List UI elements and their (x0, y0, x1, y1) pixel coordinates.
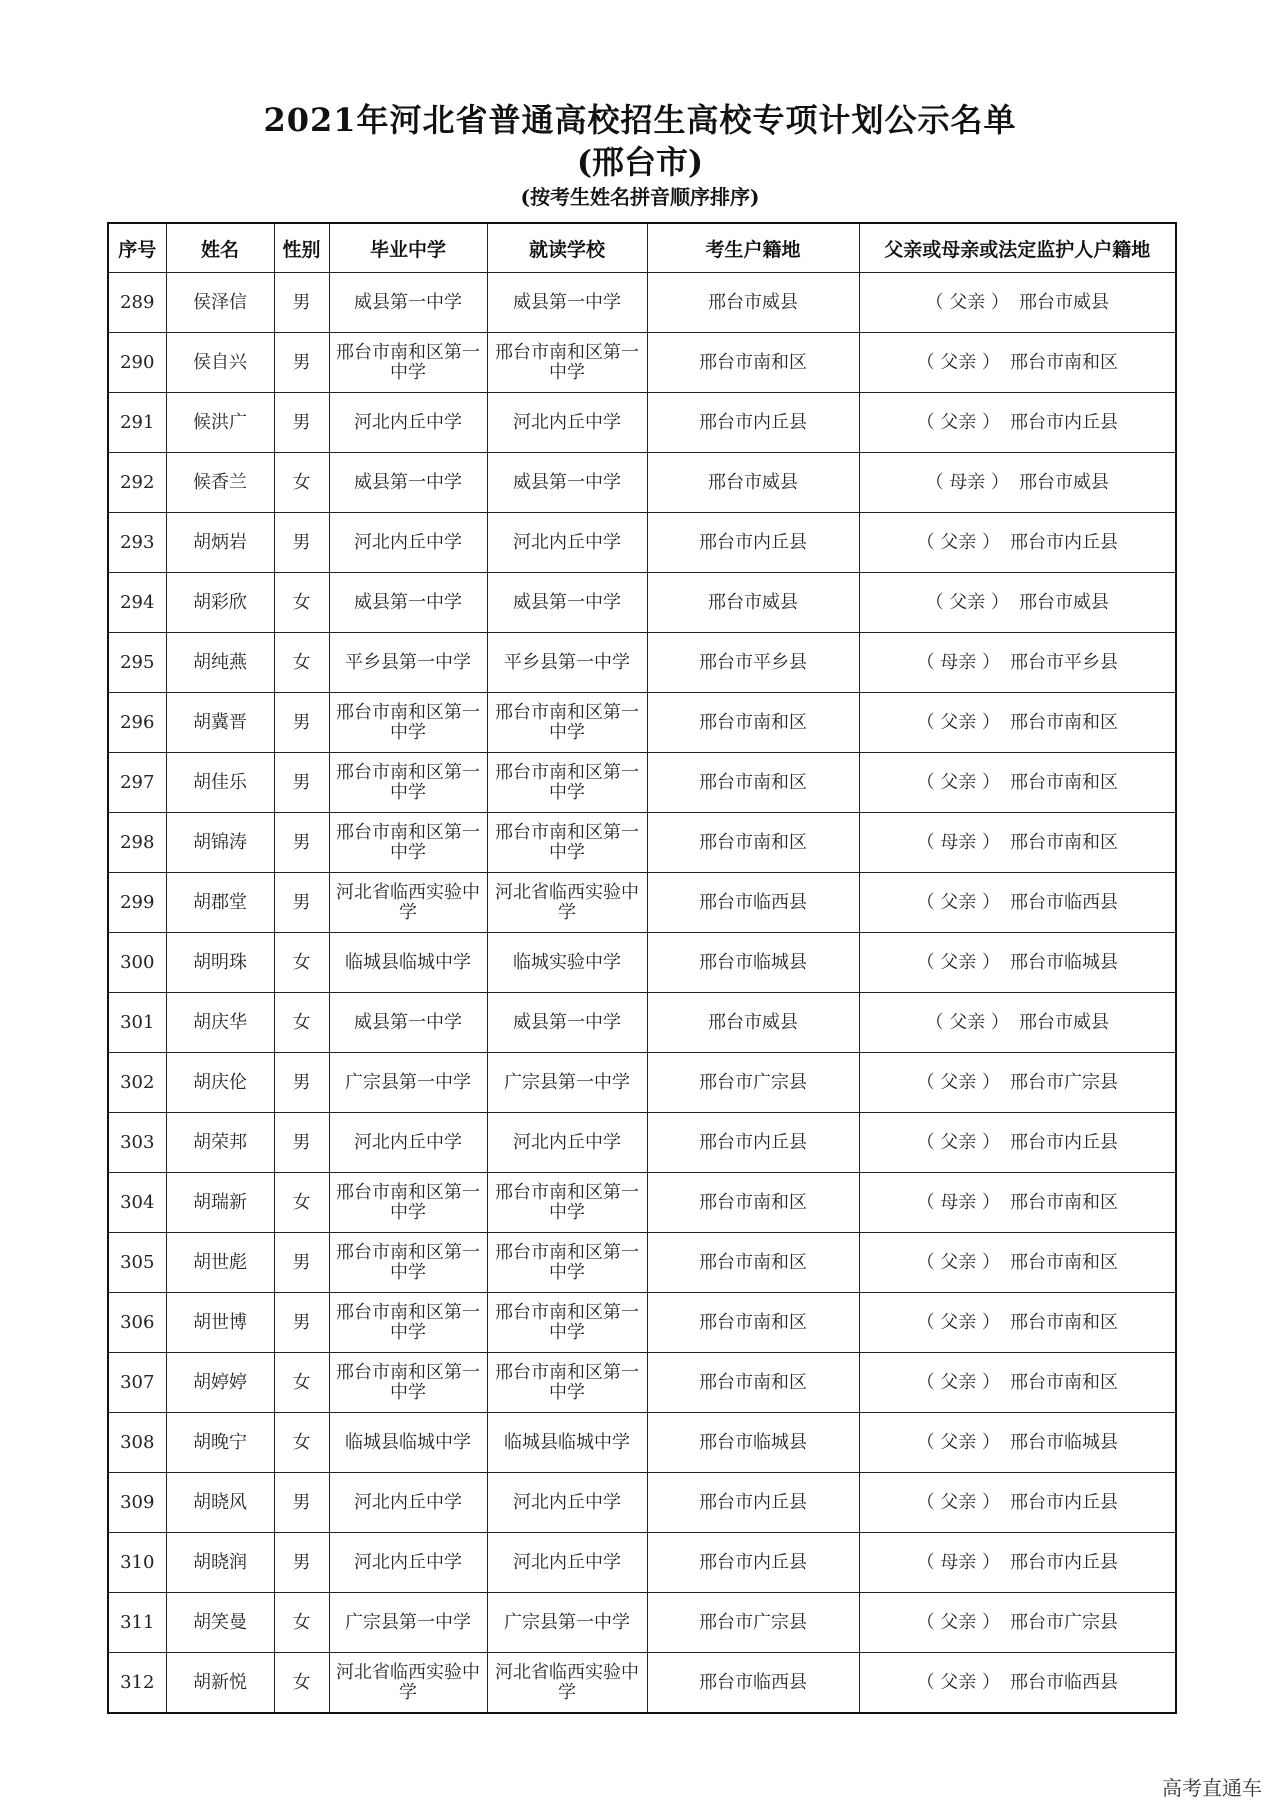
guardian-place: 邢台市临城县 (1009, 951, 1118, 973)
guardian-relation: （ 父亲 ） (916, 1251, 1000, 1273)
cell-gender: 男 (274, 1113, 329, 1173)
cell-gender: 女 (274, 1353, 329, 1413)
cell-index: 295 (108, 633, 166, 693)
guardian-relation: （ 父亲 ） (916, 1431, 1000, 1453)
table-row (108, 513, 1176, 573)
cell-guardian-residence (859, 453, 1176, 513)
cell-current-school: 河北内丘中学 (487, 1533, 647, 1593)
guardian-relation: （ 父亲 ） (916, 771, 1000, 793)
cell-index: 291 (108, 393, 166, 453)
cell-index: 298 (108, 813, 166, 873)
cell-student-residence: 邢台市威县 (647, 273, 859, 333)
cell-name: 胡晚宁 (166, 1413, 274, 1473)
cell-gender: 男 (274, 393, 329, 453)
cell-guardian-residence (859, 273, 1176, 333)
cell-guardian-residence (859, 933, 1176, 993)
cell-current-school: 河北内丘中学 (487, 1473, 647, 1533)
cell-graduation-school: 河北内丘中学 (329, 513, 487, 573)
cell-current-school: 邢台市南和区第一中学 (487, 813, 647, 873)
cell-index: 293 (108, 513, 166, 573)
cell-student-residence: 邢台市南和区 (647, 1353, 859, 1413)
cell-index: 290 (108, 333, 166, 393)
cell-current-school: 河北省临西实验中学 (487, 873, 647, 933)
guardian-relation: （ 母亲 ） (916, 1551, 1000, 1573)
cell-graduation-school: 邢台市南和区第一中学 (329, 1233, 487, 1293)
cell-name: 侯自兴 (166, 333, 274, 393)
cell-current-school: 河北内丘中学 (487, 393, 647, 453)
guardian-relation: （ 父亲 ） (916, 411, 1000, 433)
cell-graduation-school: 河北内丘中学 (329, 1473, 487, 1533)
cell-graduation-school: 平乡县第一中学 (329, 633, 487, 693)
column-header-name: 姓名 (166, 223, 274, 273)
cell-gender: 男 (274, 873, 329, 933)
cell-student-residence: 邢台市南和区 (647, 333, 859, 393)
cell-current-school: 威县第一中学 (487, 573, 647, 633)
cell-index: 303 (108, 1113, 166, 1173)
guardian-place: 邢台市平乡县 (1009, 651, 1118, 673)
cell-graduation-school: 河北内丘中学 (329, 393, 487, 453)
cell-name: 胡纯燕 (166, 633, 274, 693)
cell-name: 胡锦涛 (166, 813, 274, 873)
cell-student-residence: 邢台市内丘县 (647, 513, 859, 573)
cell-gender: 男 (274, 273, 329, 333)
cell-name: 胡笑曼 (166, 1593, 274, 1653)
cell-index: 292 (108, 453, 166, 513)
guardian-relation: （ 父亲 ） (916, 351, 1000, 373)
cell-student-residence: 邢台市威县 (647, 993, 859, 1053)
guardian-place: 邢台市南和区 (1009, 1191, 1118, 1213)
cell-current-school: 临城实验中学 (487, 933, 647, 993)
cell-name: 侯泽信 (166, 273, 274, 333)
cell-graduation-school: 邢台市南和区第一中学 (329, 1293, 487, 1353)
guardian-place: 邢台市威县 (1018, 471, 1109, 493)
column-header-gender: 性别 (274, 223, 329, 273)
cell-student-residence: 邢台市内丘县 (647, 1113, 859, 1173)
cell-graduation-school: 威县第一中学 (329, 993, 487, 1053)
guardian-place: 邢台市南和区 (1009, 351, 1118, 373)
cell-name: 胡晓风 (166, 1473, 274, 1533)
cell-student-residence: 邢台市内丘县 (647, 1473, 859, 1533)
table-row (108, 933, 1176, 993)
table-row (108, 1293, 1176, 1353)
table-row (108, 993, 1176, 1053)
cell-guardian-residence (859, 513, 1176, 573)
table-header-row (108, 223, 1176, 273)
cell-guardian-residence (859, 1233, 1176, 1293)
cell-gender: 男 (274, 753, 329, 813)
guardian-place: 邢台市临西县 (1009, 1671, 1118, 1693)
cell-gender: 男 (274, 813, 329, 873)
cell-guardian-residence (859, 693, 1176, 753)
column-header-current-school: 就读学校 (487, 223, 647, 273)
cell-student-residence: 邢台市临城县 (647, 1413, 859, 1473)
cell-gender: 男 (274, 1533, 329, 1593)
cell-student-residence: 邢台市威县 (647, 573, 859, 633)
cell-index: 304 (108, 1173, 166, 1233)
table-row (108, 813, 1176, 873)
cell-index: 305 (108, 1233, 166, 1293)
cell-name: 候香兰 (166, 453, 274, 513)
cell-guardian-residence (859, 813, 1176, 873)
guardian-relation: （ 父亲 ） (916, 1311, 1000, 1333)
cell-guardian-residence (859, 1533, 1176, 1593)
cell-guardian-residence (859, 1473, 1176, 1533)
guardian-place: 邢台市南和区 (1009, 1311, 1118, 1333)
table-row (108, 573, 1176, 633)
cell-name: 胡郡堂 (166, 873, 274, 933)
cell-graduation-school: 河北内丘中学 (329, 1113, 487, 1173)
cell-current-school: 河北内丘中学 (487, 1113, 647, 1173)
table-row (108, 1353, 1176, 1413)
cell-gender: 男 (274, 693, 329, 753)
cell-name: 胡庆华 (166, 993, 274, 1053)
guardian-relation: （ 父亲 ） (916, 891, 1000, 913)
cell-guardian-residence (859, 573, 1176, 633)
guardian-relation: （ 父亲 ） (916, 1071, 1000, 1093)
admission-table (107, 222, 1177, 1714)
cell-student-residence: 邢台市广宗县 (647, 1053, 859, 1113)
guardian-place: 邢台市威县 (1018, 1011, 1109, 1033)
column-header-guardian-residence: 父亲或母亲或法定监护人户籍地 (859, 223, 1176, 273)
cell-current-school: 广宗县第一中学 (487, 1593, 647, 1653)
cell-gender: 男 (274, 1293, 329, 1353)
cell-name: 胡彩欣 (166, 573, 274, 633)
cell-index: 307 (108, 1353, 166, 1413)
cell-guardian-residence (859, 1053, 1176, 1113)
table-row (108, 693, 1176, 753)
page-title: 2021年河北省普通高校招生高校专项计划公示名单 (263, 101, 1017, 139)
cell-index: 302 (108, 1053, 166, 1113)
cell-gender: 男 (274, 1233, 329, 1293)
column-header-index: 序号 (108, 223, 166, 273)
cell-gender: 女 (274, 453, 329, 513)
cell-student-residence: 邢台市临城县 (647, 933, 859, 993)
cell-student-residence: 邢台市威县 (647, 453, 859, 513)
cell-current-school: 临城县临城中学 (487, 1413, 647, 1473)
guardian-relation: （ 父亲 ） (916, 1371, 1000, 1393)
cell-current-school: 广宗县第一中学 (487, 1053, 647, 1113)
guardian-relation: （ 父亲 ） (925, 591, 1009, 613)
cell-graduation-school: 河北省临西实验中学 (329, 1653, 487, 1714)
guardian-place: 邢台市威县 (1018, 291, 1109, 313)
cell-graduation-school: 邢台市南和区第一中学 (329, 1353, 487, 1413)
cell-graduation-school: 威县第一中学 (329, 573, 487, 633)
cell-graduation-school: 邢台市南和区第一中学 (329, 813, 487, 873)
cell-student-residence: 邢台市临西县 (647, 1653, 859, 1714)
cell-guardian-residence (859, 993, 1176, 1053)
guardian-place: 邢台市南和区 (1009, 1371, 1118, 1393)
cell-name: 胡世彪 (166, 1233, 274, 1293)
cell-gender: 女 (274, 993, 329, 1053)
guardian-relation: （ 父亲 ） (916, 1671, 1000, 1693)
cell-name: 胡新悦 (166, 1653, 274, 1714)
cell-index: 297 (108, 753, 166, 813)
cell-name: 胡明珠 (166, 933, 274, 993)
table-row (108, 873, 1176, 933)
cell-index: 310 (108, 1533, 166, 1593)
cell-index: 309 (108, 1473, 166, 1533)
cell-guardian-residence (859, 1173, 1176, 1233)
cell-student-residence: 邢台市南和区 (647, 1173, 859, 1233)
guardian-place: 邢台市南和区 (1009, 1251, 1118, 1273)
table-row (108, 333, 1176, 393)
cell-index: 289 (108, 273, 166, 333)
watermark: 高考直通车 (1162, 1776, 1262, 1800)
guardian-relation: （ 母亲 ） (916, 831, 1000, 853)
sort-note: (按考生姓名拼音顺序排序) (520, 185, 760, 209)
table-row (108, 753, 1176, 813)
cell-guardian-residence (859, 393, 1176, 453)
cell-student-residence: 邢台市内丘县 (647, 393, 859, 453)
cell-current-school: 邢台市南和区第一中学 (487, 753, 647, 813)
cell-name: 胡佳乐 (166, 753, 274, 813)
cell-student-residence: 邢台市临西县 (647, 873, 859, 933)
cell-graduation-school: 威县第一中学 (329, 453, 487, 513)
cell-guardian-residence (859, 1293, 1176, 1353)
cell-gender: 女 (274, 1593, 329, 1653)
cell-index: 299 (108, 873, 166, 933)
cell-name: 胡炳岩 (166, 513, 274, 573)
guardian-relation: （ 父亲 ） (925, 1011, 1009, 1033)
cell-current-school: 河北省临西实验中学 (487, 1653, 647, 1714)
page-city-subtitle: (邢台市) (576, 143, 704, 181)
guardian-relation: （ 父亲 ） (916, 1131, 1000, 1153)
cell-index: 311 (108, 1593, 166, 1653)
guardian-place: 邢台市内丘县 (1009, 1491, 1118, 1513)
cell-graduation-school: 广宗县第一中学 (329, 1593, 487, 1653)
guardian-place: 邢台市广宗县 (1009, 1071, 1118, 1093)
cell-guardian-residence (859, 1653, 1176, 1714)
cell-index: 296 (108, 693, 166, 753)
cell-index: 306 (108, 1293, 166, 1353)
cell-graduation-school: 广宗县第一中学 (329, 1053, 487, 1113)
cell-graduation-school: 临城县临城中学 (329, 933, 487, 993)
cell-student-residence: 邢台市南和区 (647, 693, 859, 753)
column-header-student-residence: 考生户籍地 (647, 223, 859, 273)
cell-current-school: 邢台市南和区第一中学 (487, 1353, 647, 1413)
cell-gender: 女 (274, 933, 329, 993)
cell-student-residence: 邢台市广宗县 (647, 1593, 859, 1653)
cell-name: 胡婷婷 (166, 1353, 274, 1413)
guardian-place: 邢台市临西县 (1009, 891, 1118, 913)
cell-gender: 男 (274, 333, 329, 393)
cell-current-school: 威县第一中学 (487, 453, 647, 513)
guardian-relation: （ 父亲 ） (916, 1491, 1000, 1513)
guardian-relation: （ 母亲 ） (916, 651, 1000, 673)
guardian-relation: （ 母亲 ） (925, 471, 1009, 493)
cell-gender: 男 (274, 513, 329, 573)
cell-graduation-school: 河北省临西实验中学 (329, 873, 487, 933)
cell-name: 胡瑞新 (166, 1173, 274, 1233)
guardian-relation: （ 母亲 ） (916, 1191, 1000, 1213)
guardian-place: 邢台市内丘县 (1009, 411, 1118, 433)
cell-current-school: 邢台市南和区第一中学 (487, 693, 647, 753)
cell-current-school: 邢台市南和区第一中学 (487, 1233, 647, 1293)
cell-index: 308 (108, 1413, 166, 1473)
cell-index: 294 (108, 573, 166, 633)
cell-gender: 男 (274, 1473, 329, 1533)
guardian-relation: （ 父亲 ） (925, 291, 1009, 313)
table-row (108, 1173, 1176, 1233)
guardian-place: 邢台市南和区 (1009, 831, 1118, 853)
cell-index: 300 (108, 933, 166, 993)
table-row (108, 273, 1176, 333)
table-row (108, 1113, 1176, 1173)
cell-student-residence: 邢台市南和区 (647, 1293, 859, 1353)
guardian-relation: （ 父亲 ） (916, 951, 1000, 973)
cell-graduation-school: 邢台市南和区第一中学 (329, 333, 487, 393)
guardian-relation: （ 父亲 ） (916, 711, 1000, 733)
cell-gender: 女 (274, 1413, 329, 1473)
cell-graduation-school: 邢台市南和区第一中学 (329, 753, 487, 813)
table-row (108, 1653, 1176, 1714)
cell-guardian-residence (859, 873, 1176, 933)
cell-index: 301 (108, 993, 166, 1053)
guardian-place: 邢台市内丘县 (1009, 531, 1118, 553)
cell-graduation-school: 邢台市南和区第一中学 (329, 1173, 487, 1233)
cell-current-school: 邢台市南和区第一中学 (487, 333, 647, 393)
cell-guardian-residence (859, 333, 1176, 393)
cell-gender: 女 (274, 573, 329, 633)
guardian-place: 邢台市威县 (1018, 591, 1109, 613)
cell-gender: 女 (274, 1653, 329, 1714)
cell-current-school: 邢台市南和区第一中学 (487, 1173, 647, 1233)
cell-gender: 女 (274, 633, 329, 693)
cell-student-residence: 邢台市南和区 (647, 1233, 859, 1293)
table-row (108, 1473, 1176, 1533)
cell-name: 胡世博 (166, 1293, 274, 1353)
cell-guardian-residence (859, 753, 1176, 813)
cell-student-residence: 邢台市南和区 (647, 813, 859, 873)
cell-guardian-residence (859, 1593, 1176, 1653)
column-header-graduation-school: 毕业中学 (329, 223, 487, 273)
guardian-place: 邢台市南和区 (1009, 711, 1118, 733)
table-body (108, 273, 1176, 1714)
cell-gender: 女 (274, 1173, 329, 1233)
guardian-place: 邢台市内丘县 (1009, 1131, 1118, 1153)
guardian-place: 邢台市内丘县 (1009, 1551, 1118, 1573)
cell-current-school: 平乡县第一中学 (487, 633, 647, 693)
cell-graduation-school: 河北内丘中学 (329, 1533, 487, 1593)
cell-guardian-residence (859, 1353, 1176, 1413)
cell-student-residence: 邢台市平乡县 (647, 633, 859, 693)
table-row (108, 633, 1176, 693)
cell-current-school: 邢台市南和区第一中学 (487, 1293, 647, 1353)
cell-name: 胡荣邦 (166, 1113, 274, 1173)
cell-name: 候洪广 (166, 393, 274, 453)
cell-index: 312 (108, 1653, 166, 1714)
cell-name: 胡晓润 (166, 1533, 274, 1593)
guardian-place: 邢台市临城县 (1009, 1431, 1118, 1453)
cell-student-residence: 邢台市内丘县 (647, 1533, 859, 1593)
cell-guardian-residence (859, 1413, 1176, 1473)
cell-student-residence: 邢台市南和区 (647, 753, 859, 813)
table-row (108, 1593, 1176, 1653)
cell-graduation-school: 临城县临城中学 (329, 1413, 487, 1473)
table-row (108, 453, 1176, 513)
cell-current-school: 威县第一中学 (487, 273, 647, 333)
guardian-place: 邢台市广宗县 (1009, 1611, 1118, 1633)
cell-name: 胡庆伦 (166, 1053, 274, 1113)
table-row (108, 1413, 1176, 1473)
cell-guardian-residence (859, 633, 1176, 693)
cell-current-school: 河北内丘中学 (487, 513, 647, 573)
cell-current-school: 威县第一中学 (487, 993, 647, 1053)
guardian-place: 邢台市南和区 (1009, 771, 1118, 793)
table-row (108, 1053, 1176, 1113)
guardian-relation: （ 父亲 ） (916, 531, 1000, 553)
cell-graduation-school: 威县第一中学 (329, 273, 487, 333)
table-row (108, 1233, 1176, 1293)
table-row (108, 393, 1176, 453)
guardian-relation: （ 父亲 ） (916, 1611, 1000, 1633)
table-row (108, 1533, 1176, 1593)
cell-name: 胡冀晋 (166, 693, 274, 753)
cell-guardian-residence (859, 1113, 1176, 1173)
cell-gender: 男 (274, 1053, 329, 1113)
cell-graduation-school: 邢台市南和区第一中学 (329, 693, 487, 753)
